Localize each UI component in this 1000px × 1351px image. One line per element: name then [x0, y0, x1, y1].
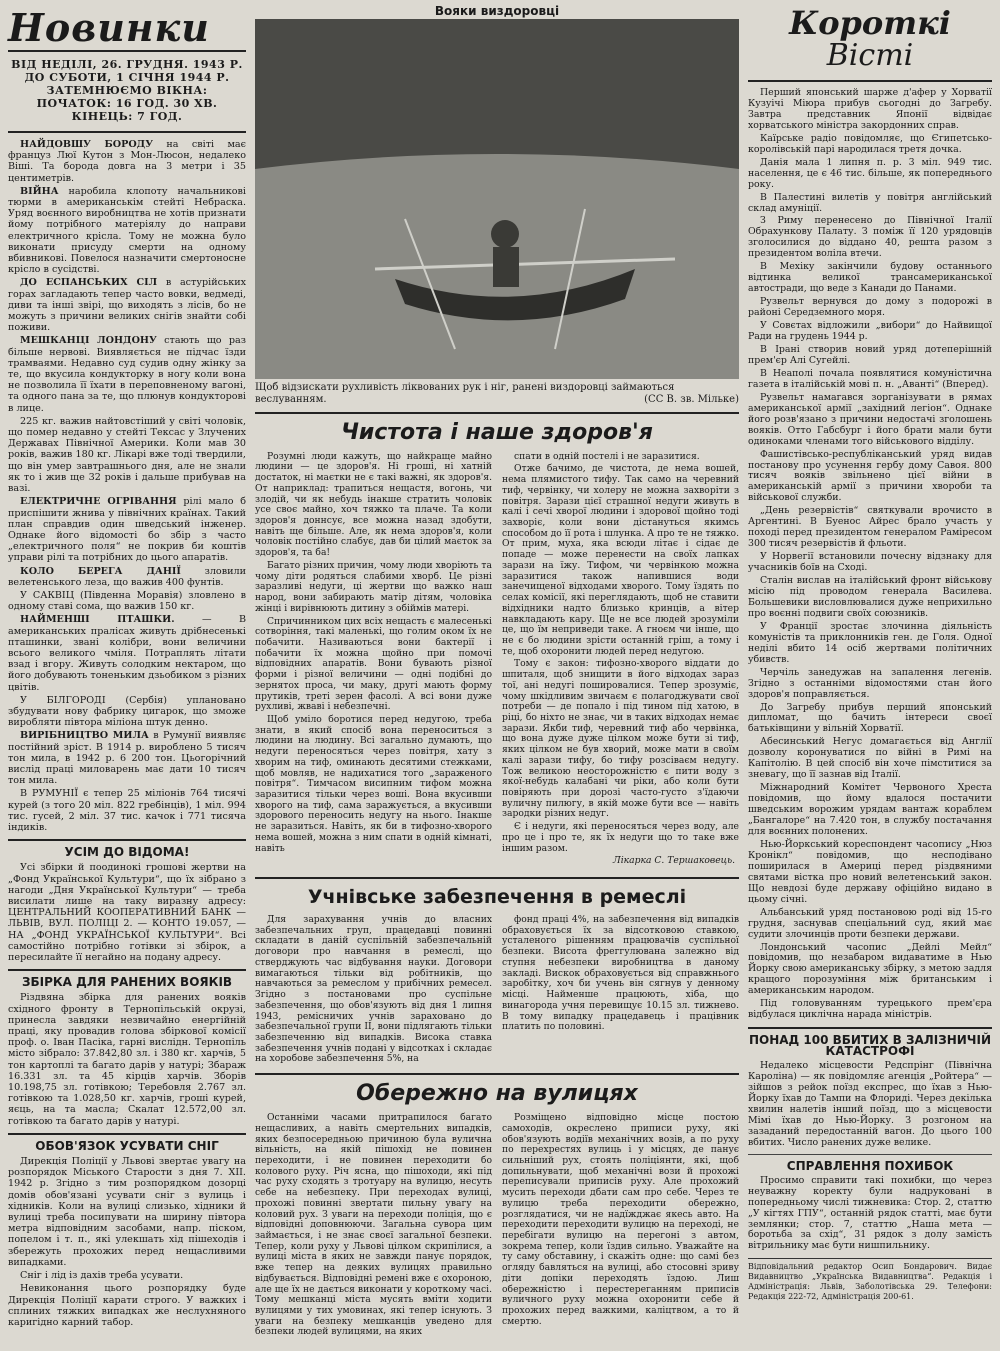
article-cleanliness-col1	[255, 452, 492, 871]
snow-text-2: Сніг і лід із дахів треба усувати.	[20, 1270, 184, 1282]
notice-line: ПОЧАТОК: 16 ГОД. 30 ХВ.	[36, 97, 218, 110]
article-paragraph: Є і недуги, які переносяться через воду, але про це і про те, як їх недуги що то таке вже іншим разом.	[502, 821, 739, 854]
article-apprentice-title: Учнівське забезпечення в ремеслі	[307, 886, 687, 909]
news-item-lead: ВІЙНА	[20, 185, 59, 197]
right-column	[748, 6, 992, 1302]
caption-text: Щоб відзискати рухливість ліквованих рук і ніг, ранені виздоровці займаються веслуванням.	[255, 381, 675, 405]
photo-title: Вояки виздоровці	[434, 4, 560, 18]
news-item	[8, 277, 246, 333]
news-item-text: наробила клопоту начальникові тюрми в американськім стейті Небраска. Уряд воєнного виробництва не хотів признати йому потрібного матеріялу до направи електричного крісла. Тому не можна було виконати присуду смерти на одному вбивникові. Повелося назначити смертоносне крісло в сусідстві.	[8, 185, 246, 276]
news-item-text: рілі мало б приспішити жнива у північних країнах. Такий план справдив один шведський інженер. Однаке його відомості бо збір з часто „електричного поля“ не покрив би коштів управи рілі та потрібних до цього апаратів.	[8, 496, 246, 564]
korotki-masthead: Короткі	[789, 4, 951, 42]
short-news-item: Альбанський уряд постановою роді від 15-го грудня, заснував спеціальний суд, який має судити злочинців проти безпеки держави.	[748, 906, 992, 940]
news-item-text: на світі має француз Люї Кутон з Мон-Люсон, недалеко Віші. Та борода довга на 3 метри і 35 центиметрів.	[8, 139, 246, 184]
news-item-text: в Румунії виявляє постійний зріст. В 1914 р. вироблено 5 тисяч тон мила, в 1942 р. 6 200 тон. Цьогорічний вислід праці миловарень має дати 10 тисяч тон мила.	[8, 730, 246, 787]
news-item-lead: ДО ЕСПАНСЬКИХ СІЛ	[20, 277, 158, 289]
short-news-item: У Совєтах відложили „вибори“ до Найвищої Ради на грудень 1944 р.	[748, 320, 992, 343]
rowing-photo	[255, 19, 739, 379]
news-item-text: стають що раз більше нервові. Виявляється не підчас їзди трамваями. Недавно суд судив одну жінку за те, що вкусила кондукторку в ногу коли вона не позволила її їхати в переповненому вагоні, та одного пана за те, що плюнув кондукторові в лице.	[8, 335, 246, 414]
short-news-item: „День резервістів“ святкували врочисто в Аргентині. В Буенос Айрес брало участь у поході перед президентом генералом Раміресом 300 тисяч резервістів й фльоти.	[748, 505, 992, 550]
short-news-item: В Неаполі почала появлятися комуністична газета в італійській мові п. н. „Аванті“ (Вперед).	[748, 367, 992, 390]
divider	[748, 1154, 992, 1155]
news-item-text: У САКВІЦ (Південна Моравія) зловлено в одному ставі сома, що важив 150 кг.	[8, 589, 246, 613]
divider	[8, 1133, 246, 1135]
snow-heading: ОБОВ'ЯЗОК УСУВАТИ СНІГ	[35, 1138, 219, 1153]
corrections-heading: СПРАВЛЕННЯ ПОХИБОК	[786, 1158, 954, 1173]
short-news-item: З Риму перенесено до Північної Італії Обрахункову Палату. З поміж її 120 урядовців зголосилися до віддано 40, решта разом з президентом воліла втечи.	[748, 215, 992, 260]
news-item	[8, 416, 246, 494]
article-paragraph: Отже бачимо, де чистота, де нема вошей, нема плямистого тифу. Так само на черевний тиф, червінку, чи холеру не можна захворіти з повітря. Зарази цієї страшної недуги живуть в калі і сечі хворої людини і здорової щойно тоді захворіє, коли вони дістануться якимсь способом до її рота і шлунка. А про те не тяжко. От прим, муха, яка всюди літає і сідає де попаде — може перенести на своїх лапках зарази на їжу. Тифом, чи червінкою можна заразитися також напившися води занечищеної відходами хворого. Тому їздять по селах комісії, які переглядають, щоб не ставити відхідники надто близько кринців, а вітер навкладають кару. Ще не все людей зрозуміли це, що їм неприведи таке. А гноєм чи інше, що не є бо людини зрісти останній гріш, а тому і те, щоб охоронити людей перед недугою.	[502, 463, 740, 657]
news-item	[8, 496, 246, 563]
article-streets-title: Обережно на вулицях	[356, 1081, 638, 1107]
photo-illustration	[255, 19, 739, 379]
short-news-item: До Загребу прибув перший японський дипломат, що бачить інтереси своєї батьківщини у вільній Хорватії.	[748, 701, 992, 735]
collection-text: Різдвяна збірка для ранених вояків східного фронту в Тернопільській окрузі, принесла завдяки незвичайно енергійній праці, яку провадив голова збіркової комісії проф. о. Іван Пасіка, гарні вислідн. Тернопіль місто зібрало: 37.842,80 зл. і 380 кг. харчів, 5 тон картоплі та багато дарів у натурі; Збараж 16.331 зл. та 45 кірців харчів. Зборів 10.198,75 зл. готівкою; Теребовля 2.767 зл. готівкою та 1.028,50 кг. харчів, гроші курей, яєць, на та масла; Скалат 12.572,00 зл. готівкою та багато дарів у натурі.	[8, 992, 246, 1127]
news-item-lead: КОЛО БЕРЕГА ДАНІЇ	[20, 565, 181, 577]
snow-text-3: Невиконання цього розпорядку буде Дирекція Поліції карати строго. У важких і сплиних тяжких випадках же неслухняного каригідно карний табор.	[8, 1283, 246, 1328]
article-apprentice-col1: Для зарахування учнів до власних забезпечальних груп, працедавці повинні складати в даній суспільній забезпечальній договори про навчання в ремеслі, що стверджують час відбування науки. Договори вимагаються тільки від робітників, що навчаються за ремеслом у прибічних ремесел. Згідно з постановами про суспільне забезпечення, що обов'язують від дня 1 липня 1943, ремісничих учнів зараховано до забезпечальної групи II, вони підлягають тільки забезпеченню від випадків. Висока ставка забезпечення учнів подані у відсотках і складає на хоробове забезпечення 5%, на	[255, 914, 492, 1065]
news-item	[8, 566, 246, 588]
news-item-text: У БІЛГОРОДІ (Сербія) уплановано збудувати нову фабрику цигарок, що зможе виробляти півтора міліона штук денно.	[8, 694, 246, 729]
short-news-item: Під головуванням турецького прем'єра відбулася циклічна нарада міністрів.	[748, 998, 992, 1021]
short-news-item: Фашистівсько-республіканський уряд видав постанову про усунення гербу дому Савоя. 800 тисяч вояків звільнено цієї війни в американській армії з причини хвороби та військової служби.	[748, 448, 992, 504]
divider	[8, 131, 246, 133]
short-news-item: У Франції зростає злочинна діяльність комуністів та приклонників ген. де Голя. Одної неділі вбито 14 осіб жертвами політичних убивств.	[748, 620, 992, 665]
article-cleanliness-col2-text	[502, 452, 739, 855]
divider	[255, 877, 739, 879]
left-news-list	[8, 139, 246, 833]
news-item	[8, 186, 246, 276]
short-news-item: Данія мала 1 липня п. р. 3 міл. 949 тис. населення, це є 46 тис. більше, як попереднього року.	[748, 156, 992, 190]
news-item-lead: ВИРІБНИЦТВО МИЛА	[20, 730, 149, 742]
article-streets-col1: Останніми часами притрапилося багато нещасливих, а навіть смертельних випадків, яких безпосередньою причиною була вулична вільність, на якій пішохід не повинен переходити, і не повинен переходити бо колового руху. Річ ясна, що пішоходи, які під час руху сходять з тротуару на вулицю, несуть себе на небезпеку. При переходах вулиці, прохожі повинні звертати пильну увагу на коловий рух. З уваги на переходи поліція, що є відповідні доповнюючи. Загальна сувора цим займається, і не знає своєї загальної безпеки. Тепер, коли руху у Львові цілком скрипілися, а вулиці міста в яких не завжди панує порядок, вже тепер на деяких вулицях правильно відбувається. Відповідні ремені вже є охороною, але ще їх не дається виконати у короткому часі. Тому мешканці міста мусять вміти ходити вулицями у тих умовинах, які тепер існують. З уваги на безпеку мешканців уведено для безпеки людей вулицями, на яких	[255, 1112, 492, 1338]
short-news-item: Каїрське радіо повідомляє, що Єгипетсько-королівській парі народилася третя дочка.	[748, 132, 992, 155]
notice-line: ДО СУБОТИ, 1 СІЧНЯ 1944 Р.	[24, 71, 230, 84]
article-signature: Лікарка С. Тершаковець.	[613, 855, 735, 867]
notice-heading: УСІМ ДО ВІДОМА!	[64, 845, 190, 860]
short-news-item: Сталін вислав на італійський фронт військову місію під проводом генерала Василева. Большевики висловлювалися дуже неприхильно про воєнні подвиги своїх союзників.	[748, 575, 992, 619]
rail-heading: ПОНАД 100 ВБИТИХ В ЗАЛІЗНИЧІЙ КАТАСТРОФІ	[748, 1033, 992, 1059]
news-item-lead: НАЙДОВШУ БОРОДУ	[20, 139, 153, 150]
right-news-list	[748, 88, 992, 1021]
notice-line: КІНЕЦЬ: 7 ГОД.	[71, 110, 183, 123]
short-news-item: Рузвельт вернувся до дому з подорожі в районі Середземного моря.	[748, 296, 992, 319]
photo-credit: (СС В. зв. Мількe)	[644, 393, 739, 405]
collection-heading: ЗБІРКА ДЛЯ РАНЕНИХ ВОЯКІВ	[21, 975, 233, 990]
article-paragraph: Щоб уміло боротися перед недугою, треба знати, в який спосіб вона переноситься з людини на людину. Всі загально думають, що недуги переносяться через повітря, хату з хворим на тиф, оминають десятими стежками, щоб мовляв, не надихатися того „зараженого повітря“. Тимчасом висипним тифом можна заразитися тільки через воші. Вона вкусивши хворого на тиф, сама заражується, а вкусивши здорового переносить недугу на нього. Інакше не заразиться. Навіть, як би в тифозно-хворого нема вошей, можна з ним спати в одній кімнаті, навіть	[255, 713, 492, 854]
article-apprentice-body	[255, 915, 739, 1067]
article-cleanliness-col2	[502, 452, 739, 871]
blackout-notice	[8, 58, 246, 123]
short-news-item: У Норвегії встановили почесну відзнаку для учасників боїв на Сході.	[748, 551, 992, 574]
corrections-text: Просимо справити такі похибки, що через неуважну коректу були надруковані в попередньому числі тижневика: Стор. 2, статтю „У кігтях ГПУ“, останній рядок статті, має бути землянки; стор. 7, статтю „Наша мета — боротьба за схід“, 31 рядок з долу замість вітрильнику має бути нишпильнику.	[748, 1174, 992, 1252]
short-news-item: В Мехіку закінчили будову останнього відтинка великої трансамериканської автостради, що веде з Канади до Панами.	[748, 261, 992, 295]
short-news-item: В Палестині вилетів у повітря англійський склад амуніції.	[748, 191, 992, 214]
short-news-item: Черчіль занедужав на запалення легенів. Згідно з останніми відомостями стан його здоров'я поправляється.	[748, 666, 992, 700]
news-item-lead: МЕШКАНЦІ ЛОНДОНУ	[20, 335, 157, 347]
news-item-text: — В американських пралісах живуть дрібнесенькі пташинки, звані колібри, вони величини всього великого чміля. Потраплять літати взад і вгору. Живуть солодким нектаром, що його добувають тоненьким дзьобиком з різних цвітів.	[8, 614, 246, 693]
article-cleanliness-body	[255, 452, 739, 871]
news-item-lead: ЕЛЕКТРИЧНЕ ОГРІВАННЯ	[20, 496, 177, 508]
photo-caption	[255, 382, 739, 406]
news-item-text: В РУМУНІЇ є тепер 25 міліонів 764 тисячі курей (з того 20 міл. 822 гребінців), 1 міл. 994 тис. гусей, 2 міл. 37 тис. качок і 771 тисяча індиків.	[8, 788, 246, 833]
notice-line: ЗАТЕМНЮЄМО ВІКНА:	[46, 84, 208, 97]
rail-text: Недалеко місцевости Редспрінг (Північна Кароліна) — як повідомляє агенція „Ройтера“ — зійшов з рейок поїзд експрес, що їхав з Нью-Йорку їхав до Тампи на Флориді. Через декілька хвилин налетів інший поїзд, що з місцевости Мімі їхав до Нью-Йорку. З розгоном на зазаданий передостанній вагон. До цього 100 вбитих. Число ранених дуже велике.	[748, 1060, 992, 1148]
short-news-item: Нью-Йоркський кореспондент часопису „Нюз Кронікл“ повідомив, що несподівано поширилася в Америці перед різдвяними святами вістка про новий велетенський закон. Що невдозі буде державу офіційно видано в цьому січні.	[748, 838, 992, 905]
news-item-text: в астурійських горах загладають тепер часто вовки, ведмеді, диви та інші звірі, що виходять з лісів, бо не можуть з причини великих снігів знайти собі поживи.	[8, 277, 246, 334]
article-paragraph: Тому є закон: тифозно-хворого віддати до шпиталя, щоб знищити в його відходах зараз тої, ані недугі пошировалися. Тепер зрозуміє, чому шкідливим звичаєм є полагоджувати свої потреби — де попало і під тином під хатою, в ріці, бо ніхто не знає, чи в таких відходах немає зарази. Якби тиф, черевний тиф або червінка, що вона дуже дуже цілком може бути зі тиф, яких цілком не був хворий, може мати в своїм калі зарази тифу, бо тифу розсіваєм недугу. Тож великою неосторожністю є пити воду з якої-небудь калабані чи ріки, або коли бути повіряють при дорозі часто-густо з'їдаючи вуличну пилюгу, в якій може бути все — навіть зародки різних недуг.	[502, 658, 739, 820]
notice-line: ВІД НЕДІЛІ, 26. ГРУДНЯ. 1943 Р.	[11, 58, 243, 71]
short-news-item: Міжнародний Комітет Червоного Хреста повідомив, що йому вдалося постачити шведським ворожим урядам вантаж кораблем „Бангалоре“ на 7.420 тон, в службу постачання для воєнних полонених.	[748, 782, 992, 837]
article-paragraph: Багато різних причин, чому люди хворіють та чому діти родяться слабими хворб. Це різні заразливі недуги, ці жертви що важко наш народ, вони забирають матір дітям, чоловіка жінці і вирівнюють дитину з обіймів матері.	[255, 559, 492, 614]
divider	[255, 412, 739, 414]
news-item	[8, 788, 246, 833]
article-paragraph: Спричинником цих всіх нещасть є малесенькі сотворіння, такі маленькі, що голим оком їх не побачити. Називаються вони бактерії і побачити їх можна щойно при помочі відповідних апаратів. Вони бувають різної форми і різної величини — одні подібні до зернятох проса, чи маку, другі мають форму прутиків, треті зерен фасолі. А всі вони дуже рухливі, жваві і небезпечні.	[255, 615, 492, 713]
notice-text: Усі збірки й поодинокі грошові жертви на „Фонд Української Культури“, що їх зібрано з нагоди „Дня Української Культури“ — треба висилати лише на таку виразну адресу: ЦЕНТРАЛЬНИЙ КООПЕРАТИВНИЙ БАНК — ЛЬВІВ, ВУЛ. ПОЛІЦІ 2. — КОНТО 19.057, — НА „ФОНД УКРАЇНСЬКОЇ КУЛЬТУРИ“. Всі самостійно потрібно готівки зі збірок, а пересилайте її негайно на подану адресу.	[8, 862, 246, 964]
short-news-item: В Ірані створив новий уряд дотеперішній прем'єр Алі Сугейлі.	[748, 343, 992, 366]
news-item-text: зловили велетенського леза, що важив 400 фунтів.	[8, 565, 246, 588]
news-item	[8, 614, 246, 692]
news-item	[8, 335, 246, 413]
news-item-text: 225 кг. важив найтовстіший у світі чоловік, що помер недавно у стейті Тексас у Злучених Державах Північної Америки. Коли мав 30 років, важив 180 кг. Лікарі вже тоді твердили, що він умер завтрашнього дня, але не знали як то і жив ще 32 років і дальше прибував на вазі.	[8, 415, 246, 495]
visti-masthead: Вісті	[826, 38, 914, 73]
article-paragraph: спати в одній постелі і не заразитися.	[514, 450, 700, 462]
divider	[748, 80, 992, 82]
short-news-item: Лондонський часопис „Дейлі Мейл“ повідомив, що незабаром видаватиме в Нью Йорку свою американську збірку, з метою задля кращого порозуміння між британським і американським народом.	[748, 941, 992, 997]
divider	[748, 1027, 992, 1029]
news-item	[8, 695, 246, 729]
middle-column	[255, 6, 739, 1340]
news-item	[8, 730, 246, 786]
divider	[8, 839, 246, 841]
article-apprentice-col2: фонд праці 4%, на забезпечення від випадків обраховується їх за відсотковою ставкою, усталеного рішенням працювачів суспільної безпеки. Висота фреггулювана залежно від ступня небезпеки виробництва в даному закладі. Вискок обраховується від справжнього заробітку, хоч би учень він сягнув у денному місці. Найменше працюють, хіба, що винагорода учня перевищує 10.15 зл. тижнево. В тому випадку працедавець і працівник платить по половині.	[502, 914, 739, 1033]
divider	[8, 969, 246, 971]
snow-text: Дирекція Поліції у Львові звертає увагу на розпорядок Міського Старости з дня 7. XII. 1942 р. Згідно з тим розпорядком дозорці домів обов'язані усувати сніг з вулиць і хідників. Коли на вулиці слизько, хідники й вулиці треба посипувати на ширину півтора метра відповідним засобами, напр. піском, попелом і т. п., які улекшать хід пішеходів і збережуть прохожих перед нещасливими випадками.	[8, 1156, 246, 1268]
imprint-footer: Відповідальний редактор Осип Бондарович. Видає Видавництво „Українська Видавництва“. Редакція і Адміністрація: Львів, Заболотівська 29. Телефони: Редакція 222-72, Адміністрація 200-61.	[748, 1258, 992, 1302]
short-news-item: Абесинський Негус домагається від Англії дозволу коронуватися по війні в Римі на Капітолію. В цей спосіб він хоче пімститися за зневагу, що її зазнав від Італії.	[748, 736, 992, 781]
news-item	[8, 139, 246, 184]
short-news-item: Перший японський шарже д'афер у Хорватії Кузуічі Міюра прибув сьогодні до Загребу. Завтра представник Японії відвідає хорватського міністра закордонних справ.	[748, 87, 992, 131]
short-news-item: Рузвельт намагався зорганізувати в рямах американської армії „західний легіон“. Однаке його розв'язано з причини недостачі зголошень вояків. Отто Габсбург і його брати мали бути одиноками членами того військового відділу.	[748, 391, 992, 447]
news-item-lead: НАЙМЕНШІ ПТАШКИ.	[20, 614, 175, 626]
article-streets-col2: Розміщено відповідно місце постою самоходів, окреслено приписи руху, які обов'язують водіїв механічних возів, а по руху по перехрестях вулиць і у місцях, де панує сильніший рух, стоять поліціянти, які, щоб допильнувати, щоб механічні вози й прохожі переписували приписів руху. Але прохожий мусить переходи дбати сам про себе. Через те вулицю треба переходити обережно, розглядатися, чи не надїжджає якесь авто. На переходити переходити вулицю на переході, не перебігати вулицю на перегоні з автом, зокрема тепер, коли їздив сильно. Уважайте на ту саму обставину, і скажіть одне: що самі без огляду бавляться на вулиці, або стосовні зриву діти допіки переходять їздою. Лиш обережністю і перестереганням приписів вуличного руху можна охоронити себе й прохожих перед важкими, каліцтвом, а то й смертю.	[502, 1112, 739, 1327]
divider	[255, 1073, 739, 1075]
article-paragraph: Розумні люди кажуть, що найкраще майно людини — це здоров'я. Ні гроші, ні хатній достаток, ні маєтки не є такі важні, як здоров'я. От наприклад: трапиться нещастя, вогонь, чи злодій, чи як небудь інакше стратить чоловік усе своє майно, хоч тяжко та плаче. Та коли здоров'я доннсує, все можна назад здобути, навіть ще більше. Але, як нема здоров'я, коли чоловік постійно слабує, дав би цілий маєток за здоров'я, та ба!	[255, 450, 492, 559]
novynky-masthead: Новинки	[8, 6, 246, 52]
article-cleanliness-title: Чистота і наше здоров'я	[341, 419, 653, 445]
left-column	[8, 6, 246, 1330]
news-item	[8, 590, 246, 612]
article-streets-body	[255, 1113, 739, 1340]
